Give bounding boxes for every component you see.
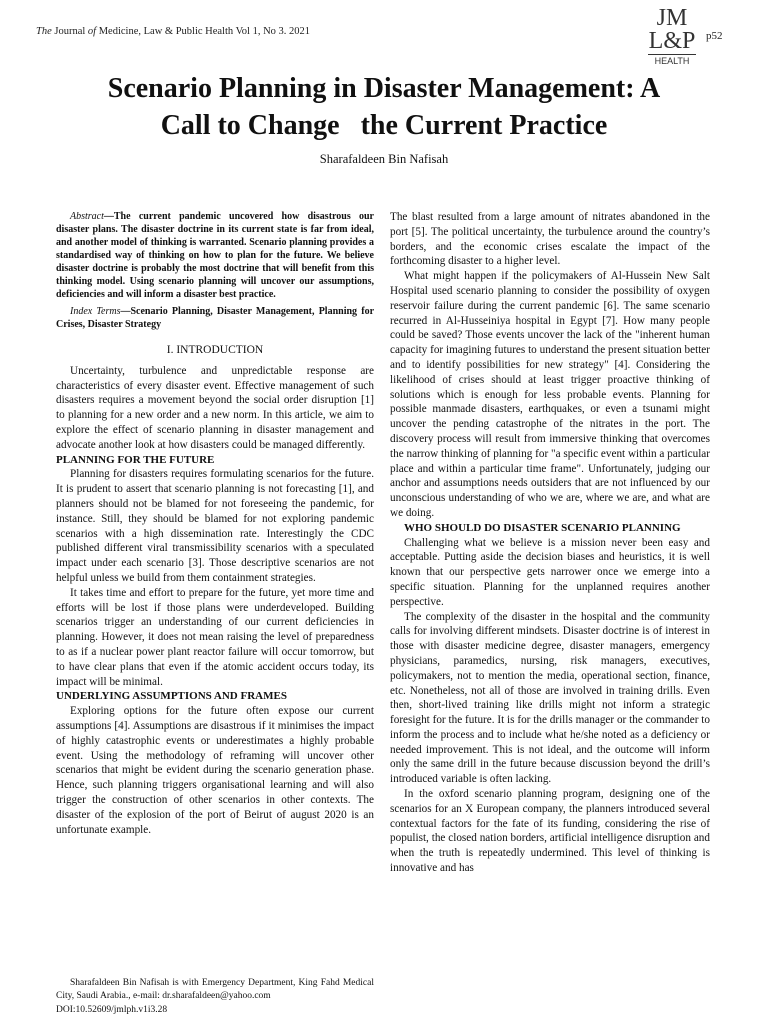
right-column <box>390 210 710 876</box>
index-terms-text: —Scenario Planning, Disaster Management, Planning for Crises, Disaster Strategy <box>56 306 375 330</box>
logo-lp: L&P <box>648 28 696 54</box>
journal-logo <box>642 6 702 66</box>
doi: DOI:10.52609/jmlph.v1i3.28 <box>56 1005 168 1015</box>
journal-name-1: Journal <box>51 26 88 37</box>
planning-heading: PLANNING FOR THE FUTURE <box>56 453 215 466</box>
what-if-paragraph: What might happen if the policymakers of Al-Hussein New Salt Hospital used scenario planning to consider the possibility of oxygen reservoir failure during the current pandemic [6]. The same scenario recurred in Al-Husseiniya hospital in Egypt [7]. How many people could be saved? Those events uncover the lack of the "inherent human capacity for imagining futures to understand the present situation better and to identify possibilities for new strategy" [4]. Considering the likelihood of crises should at least trigger proactive thinking of solutions which is enough for less probable events. Planning for possible manmade disasters, earthquakes, or even a tsunami might uncover the pending catastrophe of the nitrates in the port. The discovery process will result from immersive thinking that overcomes the narrow thinking of planning for "a specific event within a particular place and within a particular time frame". Unfortunately, judging our anchor and assumptions needs outsiders that are not influenced by our unconscious understanding of who we are, where we are, and what are we doing. <box>390 270 710 519</box>
who-paragraph-3: In the oxford scenario planning program, designing one of the scenarios for an X European company, the planners introduced several contextual factors for the fate of its funding, considering the rise of populist, the closed nation borders, artificial intelligence disruption and when the truth is repeatedly undermined. This level of thinking is innovative and has <box>390 788 710 875</box>
index-terms-label: Index Terms <box>70 306 121 317</box>
paper-title <box>20 70 748 144</box>
abstract <box>56 210 374 301</box>
journal-name-2: Medicine, Law & Public Health Vol 1, No 3. 2021 <box>96 26 311 37</box>
abstract-label: Abstract <box>70 211 104 222</box>
logo-health: HEALTH <box>648 54 696 66</box>
left-column <box>56 210 374 837</box>
journal-prefix: The <box>36 26 52 37</box>
title-line-1: Scenario Planning in Disaster Management: A <box>107 73 661 104</box>
who-paragraph-1: Challenging what we believe is a mission never been easy and acceptable. Putting aside the decision biases and heuristics, it is well known that our perspective gets narrower once we emerge into a specific situation. Planning for the unplanned requires another perspective. <box>390 536 710 608</box>
who-paragraph-2: The complexity of the disaster in the hospital and the community calls for involving different mindsets. Disaster doctrine is of interest in those with disaster medicine degree, disaster managers, emergency physicians, paramedics, nursing, risk managers, executives, policymakers, not to mention the media, operational section, finance, etc. Nonetheless, not all of those are involved in training drills. Even then, short-lived training like drills might not inform a strategic foresight for the future. It is for the drills manager or the commander to inform the process and to include what he/she noted as a deficiency or needed improvement. This is not ideal, and the outcome will inform only the same drill in the future because discussion beyond the drill’s introduced variable is often lacking. <box>390 610 710 786</box>
journal-header <box>36 26 310 37</box>
logo-jm: JM <box>656 5 688 31</box>
who-heading: WHO SHOULD DO DISASTER SCENARIO PLANNING <box>404 521 681 534</box>
page-number: p52 <box>706 30 723 42</box>
planning-paragraph-2: It takes time and effort to prepare for the future, yet more time and efforts will be lost if those plans were underdeveloped. Building scenarios trigger an understanding of our current deficiencies in planning. However, it does not mean raising the level of preparedness to as if a nuclear power plant reactor failure will occur tomorrow, but to have clear plans that even if the atomic accident occurs today, its impact will be minimal. <box>56 586 374 688</box>
blast-paragraph: The blast resulted from a large amount of nitrates abandoned in the port [5]. The political uncertainty, the turbulence around the country’s borders, and the economic crises escalate the impact of the forthcoming disaster to a higher level. <box>390 211 710 268</box>
intro-paragraph: Uncertainty, turbulence and unpredictable response are characteristics of every disaster event. Effective management of such disasters requires a movement beyond the social order disruption [1] to planning for a new order and a new norm. In this article, we aim to explore the effect of scenario planning in disaster management and advocate another look at how disasters could be managed differently. <box>56 364 374 451</box>
author: Sharafaldeen Bin Nafisah <box>319 152 449 166</box>
footnote-text: Sharafaldeen Bin Nafisah is with Emergency Department, King Fahd Medical City, Saudi Arabia., e-mail: dr.sharafaldeen@yahoo.com <box>56 978 374 1001</box>
intro-heading: I. INTRODUCTION <box>166 344 264 356</box>
index-terms <box>56 305 374 331</box>
assumptions-paragraph: Exploring options for the future often expose our current assumptions [4]. Assumptions are disastrous if it minimises the impact of highly catastrophic events or underestimates a highly probable event. Using the methodology of reframing will uncover other scenarios that might be evident during the scenario generation phase. Hence, such planning triggers organisational learning and will also trigger the construction of other scenarios in other contexts. The disaster of the explosion of the port of Beirut of august 2020 is an unfortunate example. <box>56 705 374 836</box>
abstract-text: —The current pandemic uncovered how disastrous our disaster plans. The disaster doctrine in its current state is far from ideal, and another model of thinking is warranted. Scenario planning provides a standardised way of thinking on how to plan for the future. We believe disaster doctrine is probably the most doctrine that will benefit from this thinking model. Using scenario planning will uncover our assumptions, deficiencies and will inform a disaster best practice. <box>56 211 374 300</box>
planning-paragraph-1: Planning for disasters requires formulating scenarios for the future. It is prudent to assert that scenario planning is not forecasting [1], and planners should not be blamed for not foreseeing the pandemic, for instance. Still, they should be blamed for not exploring pandemic scenarios with a high dissemination rate. Interestingly the CDC published different viral transmissibility scenarios with a speculated impact under each scenario [3]. Those descriptive scenarios are not helpful unless we build from them containment strategies. <box>56 468 374 584</box>
title-line-2: Call to Change the Current Practice <box>160 110 608 141</box>
author-footnote <box>56 977 374 1002</box>
assumptions-heading: UNDERLYING ASSUMPTIONS AND FRAMES <box>56 690 287 703</box>
journal-of: of <box>87 26 97 37</box>
